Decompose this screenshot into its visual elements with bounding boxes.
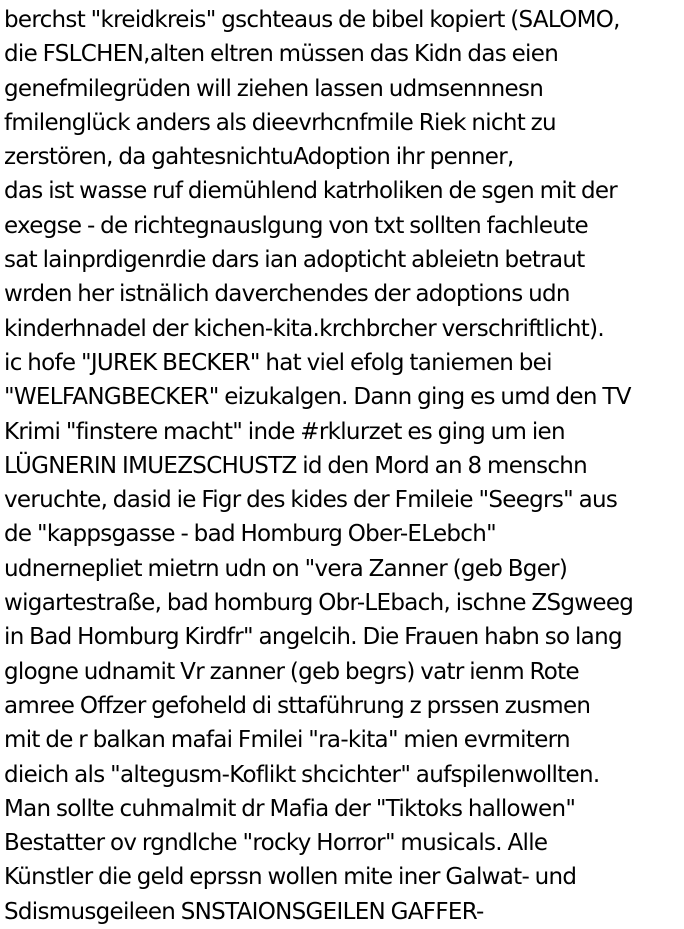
text-line: Sdismusgeileen SNSTAIONSGEILEN GAFFER- [4, 898, 484, 925]
text-line: mit de r balkan mafai Fmilei "ra-kita" mien evrmitern [4, 727, 570, 754]
text-line: Künstler die geld eprssn wollen mite iner Galwat- und [4, 864, 577, 891]
text-line: dieich als "altegusm-Koflikt shcichter" aufspilenwollten. [4, 761, 600, 788]
text-line: veruchte, dasid ie Figr des kides der Fmileie "Seegrs" aus [4, 487, 618, 514]
text-line: sat lainprdigenrdie dars ian adopticht ableietn betraut [4, 247, 585, 274]
text-line: ic hofe "JUREK BECKER" hat viel efolg taniemen bei [4, 349, 552, 376]
text-line: in Bad Homburg Kirdfr" angelcih. Die Frauen habn so lang [4, 624, 622, 651]
text-line: fmilenglück anders als dieevrhcnfmile Riek nicht zu [4, 109, 556, 136]
text-line: kinderhnadel der kichen-kita.krchbrcher verschriftlicht). [4, 315, 604, 342]
text-line: udnernepliet mietrn udn on "vera Zanner (geb Bger) [4, 555, 568, 582]
text-line: Krimi "finstere macht" inde #rklurzet es ging um ien [4, 418, 565, 445]
text-line: zerstören, da gahtesnichtuAdoption ihr penner, [4, 144, 514, 171]
text-line: glogne udnamit Vr zanner (geb begrs) vatr ienm Rote [4, 658, 579, 685]
text-line: wigartestraße, bad homburg Obr-LEbach, ischne ZSgweeg [4, 590, 634, 617]
text-line: genefmilegrüden will ziehen lassen udmsennnesn [4, 75, 544, 102]
text-line: Man sollte cuhmalmit dr Mafia der "Tiktoks hallowen" [4, 795, 576, 822]
text-line: amree Offzer gefoheld di sttaführung z prssen zusmen [4, 692, 591, 719]
text-line: Bestatter ov rgndlche "rocky Horror" musicals. Alle [4, 830, 548, 857]
text-line: wrden her istnälich daverchendes der adoptions udn [4, 281, 570, 308]
text-line: das ist wasse ruf diemühlend katrholiken de sgen mit der [4, 178, 618, 205]
text-line: de "kappsgasse - bad Homburg Ober-ELebch" [4, 521, 497, 548]
text-line: "WELFANGBECKER" eizukalgen. Dann ging es umd den TV [4, 384, 631, 411]
text-line: exegse - de richtegnauslgung von txt sollten fachleute [4, 212, 588, 239]
text-line: die FSLCHEN,alten eltren müssen das Kidn das eien [4, 41, 559, 68]
document-body [4, 3, 682, 929]
text-line: LÜGNERIN IMUEZSCHUSTZ id den Mord an 8 menschn [4, 452, 588, 479]
text-line: berchst "kreidkreis" gschteaus de bibel kopiert (SALOMO, [4, 7, 620, 33]
